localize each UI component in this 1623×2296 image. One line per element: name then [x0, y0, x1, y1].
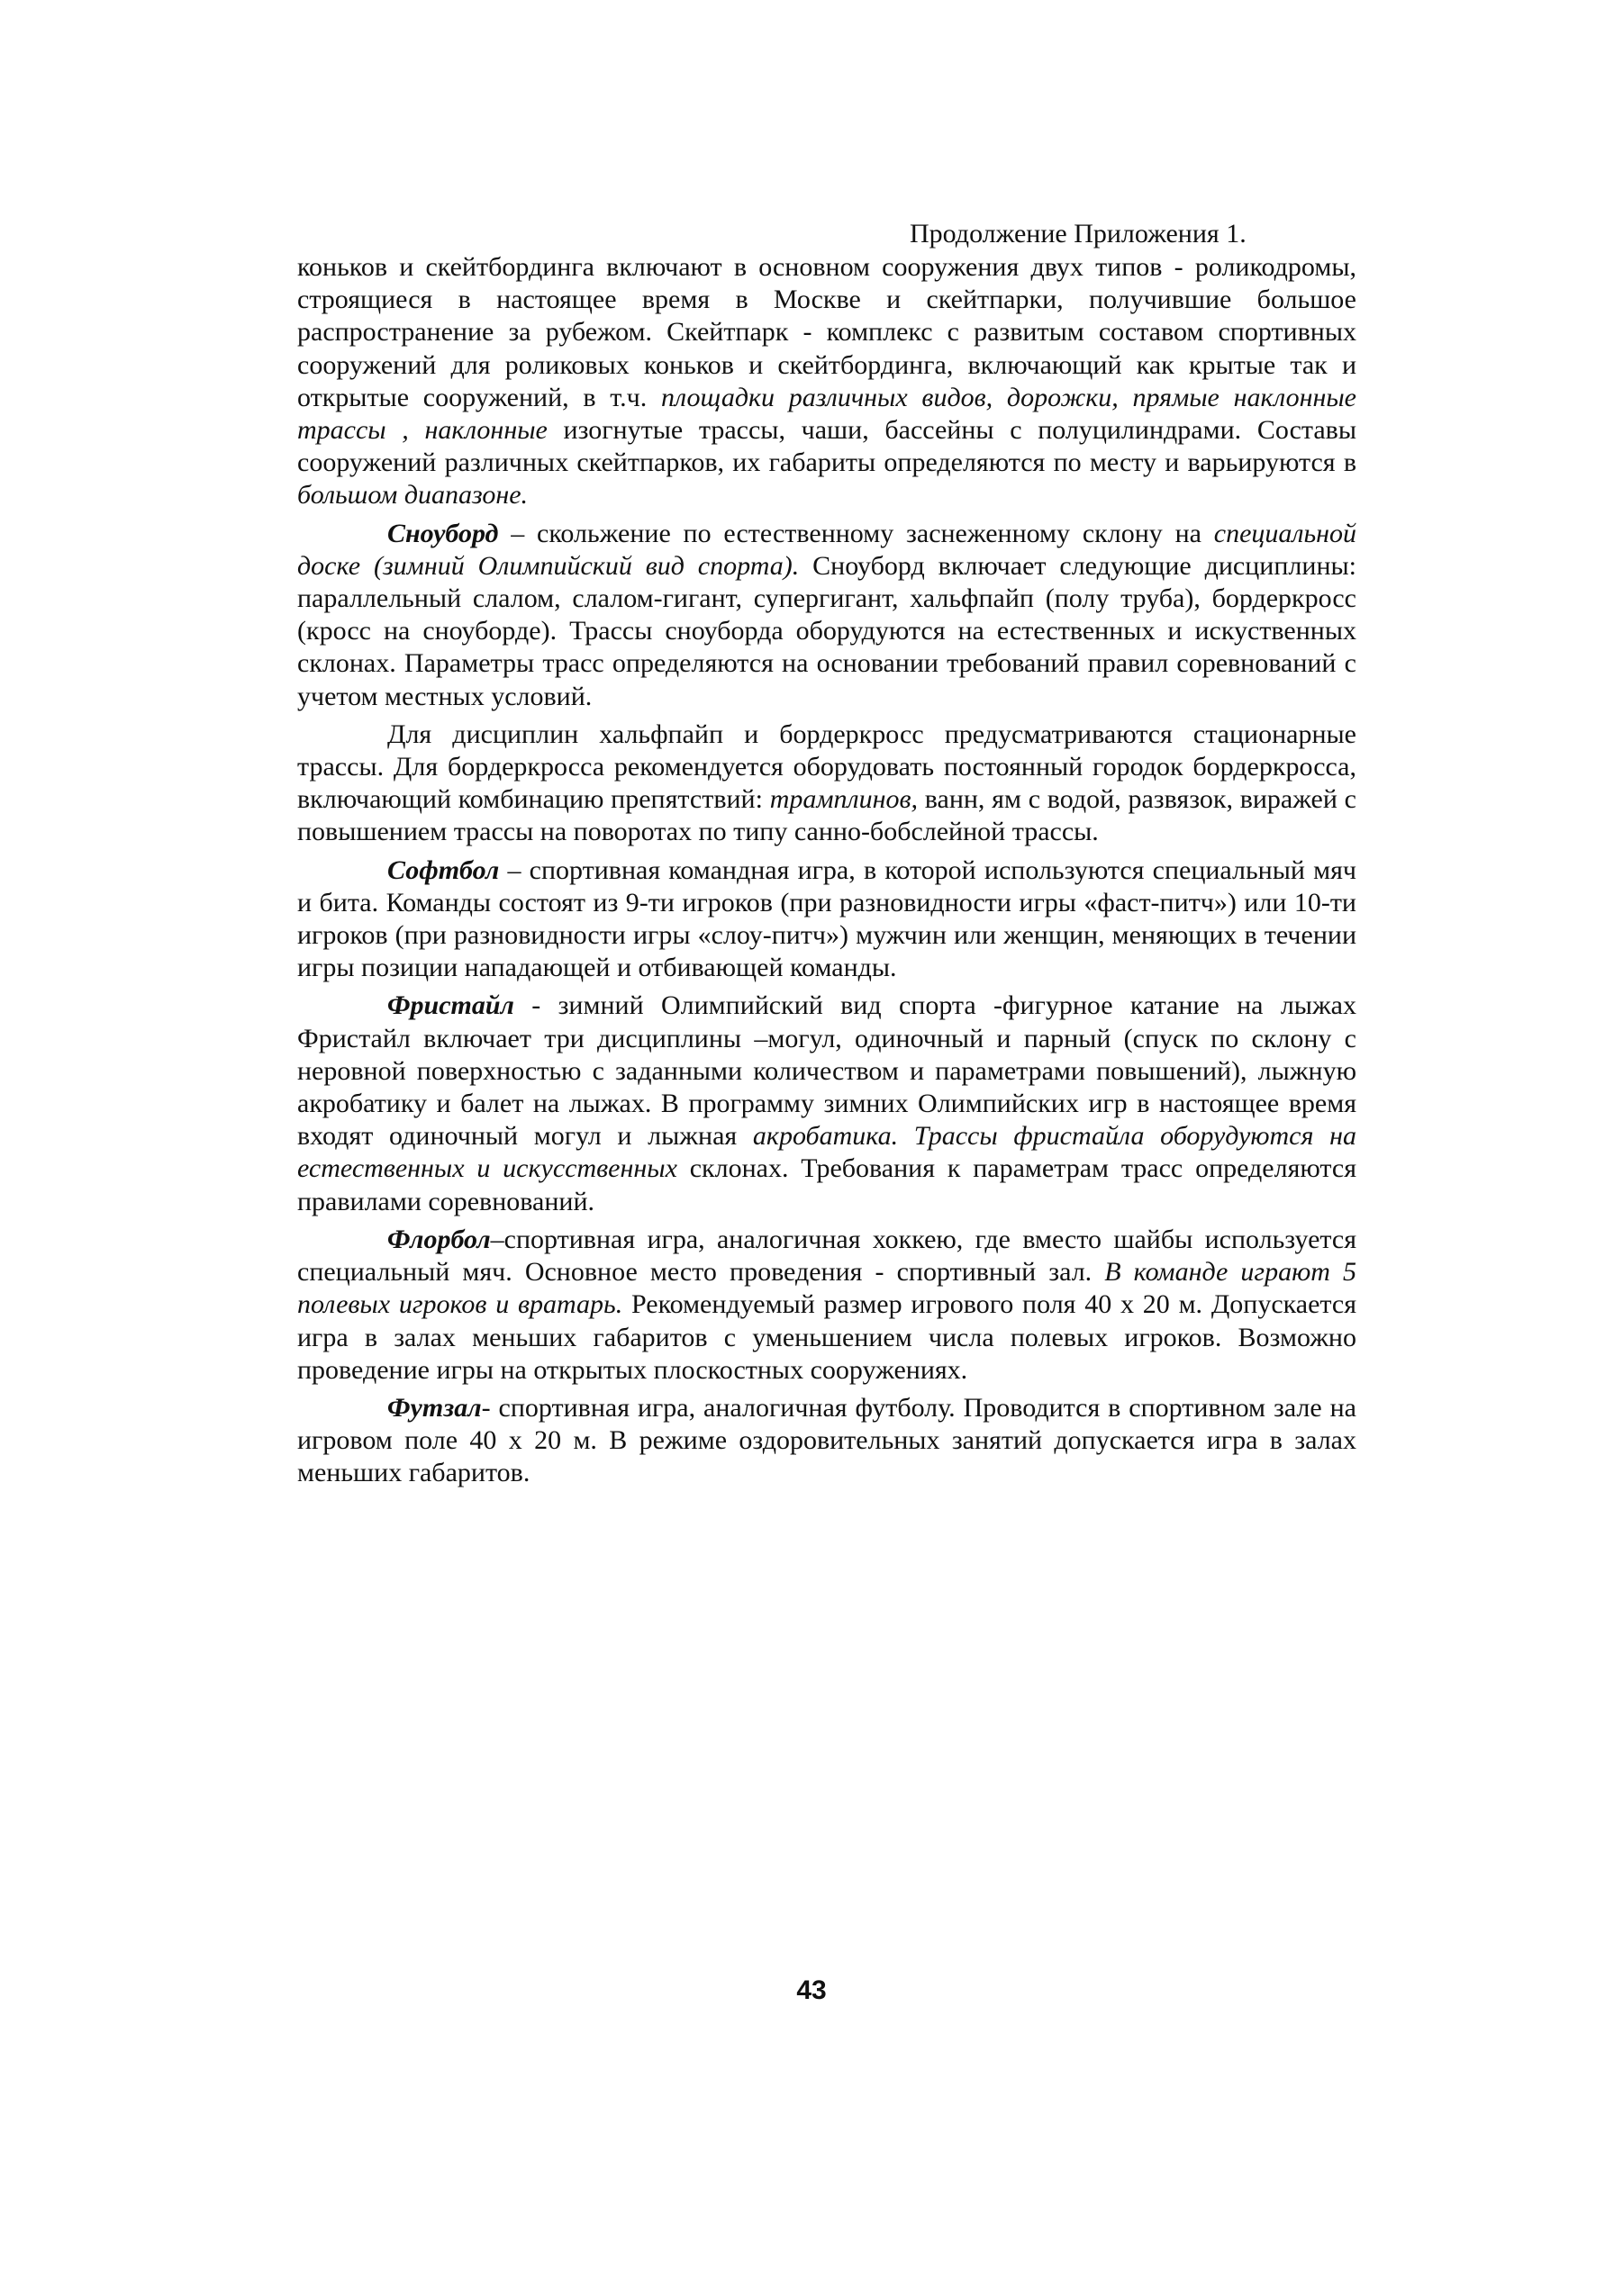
paragraph-text: ванн, ям с водой, развязок, виражей с повышением трассы на поворотах по типу санно-бобслейной трассы.	[297, 784, 1357, 847]
paragraph-snowboard	[297, 518, 1356, 713]
paragraph-text: Для дисциплин хальфпайп и бордеркросс предусматриваются стационарные трассы. Для бордеркросса рекомендуется оборудовать постоянный городок бордеркросса, включающий комбинацию препятствий:	[297, 719, 1356, 815]
paragraph-text: – спортивная командная игра, в которой используются специальный мяч и бита. Команды состоят из 9-ти игроков (при разновидности игры «фаст-питч») или 10-ти игроков (при разновидности игры «слоу-питч») мужчин или женщин, меняющих в течении игры позиции нападающей и отбивающей команды.	[297, 854, 1356, 983]
paragraph-floorball	[297, 1224, 1356, 1387]
term-heading: Футзал	[387, 1392, 482, 1423]
paragraph-text: –спортивная игра, аналогичная хоккею, где вместо шайбы используется специальный мяч. Основное место проведения - спортивный зал.	[297, 1224, 1356, 1288]
paragraph-softball	[297, 854, 1356, 985]
page-number: 43	[796, 1975, 827, 2005]
running-header: Продолжение Приложения 1.	[910, 219, 1247, 249]
paragraph-freestyle	[297, 990, 1356, 1217]
paragraph-text: - спортивная игра, аналогичная футболу. Проводится в спортивном зале на игровом поле 40 х 20 м. В режиме оздоровительных занятий допускается игра в залах меньших габаритов.	[297, 1392, 1356, 1488]
paragraph-text: - зимний Олимпийский вид спорта -фигурное катание на лыжах Фристайл включает три дисциплины –могул, одиночный и парный (спуск по склону с неровной поверхностью с заданными количеством и параметрами повышений), лыжную акробатику и балет на лыжах. В программу зимних Олимпийских игр в настоящее время входят одиночный могул и лыжная	[297, 990, 1356, 1152]
paragraph-text: склонах. Требования к параметрам трасс определяются правилами соревнований.	[297, 1153, 1357, 1216]
term-heading: Флорбол	[387, 1224, 491, 1254]
paragraph-italic-text: площадки различных видов, дорожки, прямые наклонные трассы , наклонные	[297, 382, 1356, 446]
paragraph-italic-text: трамплинов,	[769, 784, 918, 815]
paragraph-italic-text: акробатика. Трассы фристайла оборудуются на естественных и искусственных	[297, 1121, 1357, 1184]
paragraph-italic-text: специальной доске (зимний Олимпийский вид спорта).	[297, 518, 1356, 581]
paragraph-text: коньков и скейтбординга включают в основном сооружения двух типов - роликодромы, строящиеся в настоящее время в Москве и скейтпарки, получившие большое распространение за рубежом. Скейтпарк - комплекс с развитым составом спортивных сооружений для роликовых коньков и скейтбординга, включающий как крытые так и открытые сооружений, в т.ч.	[297, 252, 1356, 412]
body-text	[297, 251, 1356, 1496]
paragraph-text: Рекомендуемый размер игрового поля 40 х 20 м. Допускается игра в залах меньших габаритов с уменьшением числа полевых игроков. Возможно проведение игры на открытых плоскостных сооружениях.	[297, 1289, 1357, 1385]
paragraph-futsal	[297, 1392, 1356, 1490]
paragraph-italic-text: большом диапазоне.	[297, 480, 529, 511]
term-heading: Софтбол	[387, 854, 500, 885]
term-heading: Сноуборд	[387, 518, 499, 548]
paragraph-italic-text: В команде играют 5 полевых игроков и вратарь.	[297, 1257, 1356, 1320]
term-heading: Фристайл	[387, 990, 514, 1021]
paragraph-text: изогнутые трассы, чаши, бассейны с полуцилиндрами. Составы сооружений различных скейтпарков, их габариты определяются по месту и варьируются в	[297, 415, 1356, 478]
paragraph-text: – скольжение по естественному заснеженному склону на	[498, 518, 1214, 548]
paragraph-skate	[297, 251, 1356, 512]
paragraph-text: Сноуборд включает следующие дисциплины: параллельный слалом, слалом-гигант, супергигант, хальфпайп (полу труба), бордеркросс (кросс на сноуборде). Трассы сноуборда оборудуются на естественных и искуственных склонах. Параметры трасс определяются на основании требований правил соревнований с учетом местных условий.	[297, 550, 1356, 711]
paragraph-halfpipe	[297, 719, 1356, 849]
